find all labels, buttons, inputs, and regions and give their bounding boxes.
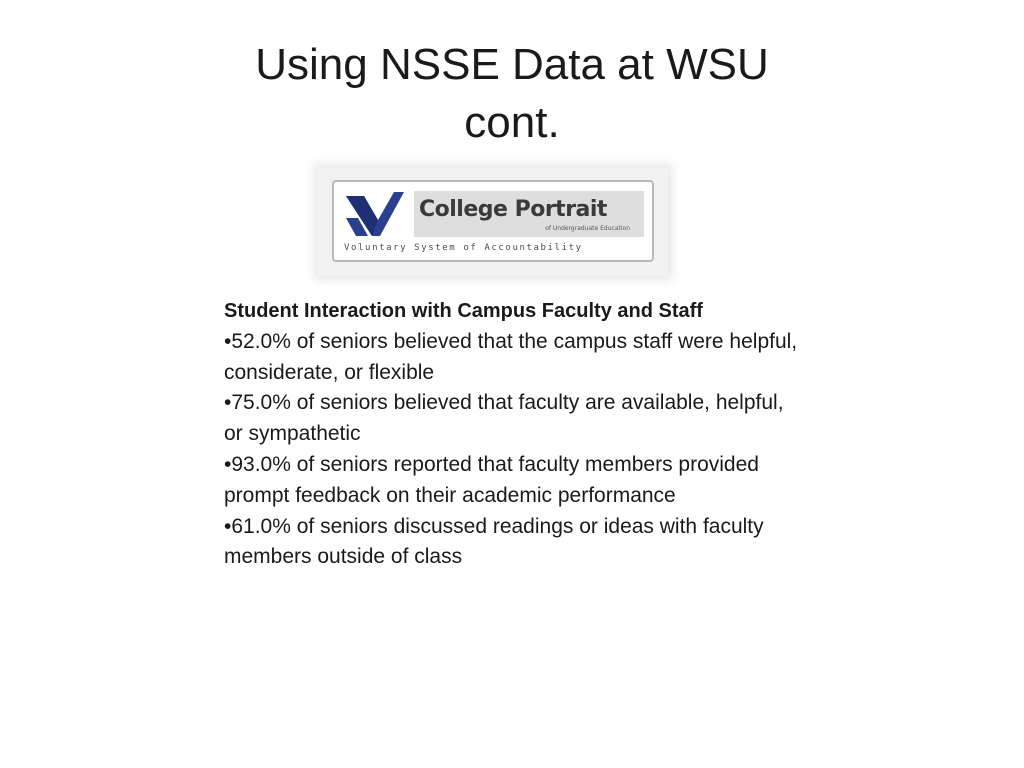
logo-card — [332, 180, 654, 262]
college-portrait-logo — [318, 168, 668, 276]
checkmark-icon — [344, 190, 406, 238]
bullet-text: 93.0% of seniors reported that faculty members provided prompt feedback on their academic performance — [224, 452, 759, 507]
bullet-glyph: • — [224, 329, 232, 353]
bullet-text: 61.0% of seniors discussed readings or ideas with faculty members outside of class — [224, 514, 764, 569]
bullet-text: 52.0% of seniors believed that the campus staff were helpful, considerate, or flexible — [224, 329, 798, 384]
bullet-item — [224, 512, 804, 574]
section-heading: Student Interaction with Campus Faculty and Staff — [224, 300, 703, 322]
bullet-glyph: • — [224, 514, 232, 538]
bullet-glyph: • — [224, 391, 232, 415]
bullet-item — [224, 327, 804, 389]
logo-name: College Portrait — [419, 197, 607, 222]
slide-title — [212, 36, 812, 152]
slide-title-line-1: Using NSSE Data at WSU — [255, 40, 769, 89]
bullet-text: 75.0% of seniors believed that faculty are available, helpful, or sympathetic — [224, 391, 784, 446]
bullet-glyph: • — [224, 452, 232, 476]
bullet-item — [224, 388, 804, 450]
bullet-item — [224, 450, 804, 512]
logo-subtitle: of Undergraduate Education — [545, 225, 630, 232]
slide-title-line-2: cont. — [464, 98, 560, 147]
logo-name-panel — [414, 191, 644, 237]
bullet-list — [224, 327, 804, 573]
logo-tagline: Voluntary System of Accountability — [344, 243, 583, 253]
content-block — [224, 296, 804, 573]
